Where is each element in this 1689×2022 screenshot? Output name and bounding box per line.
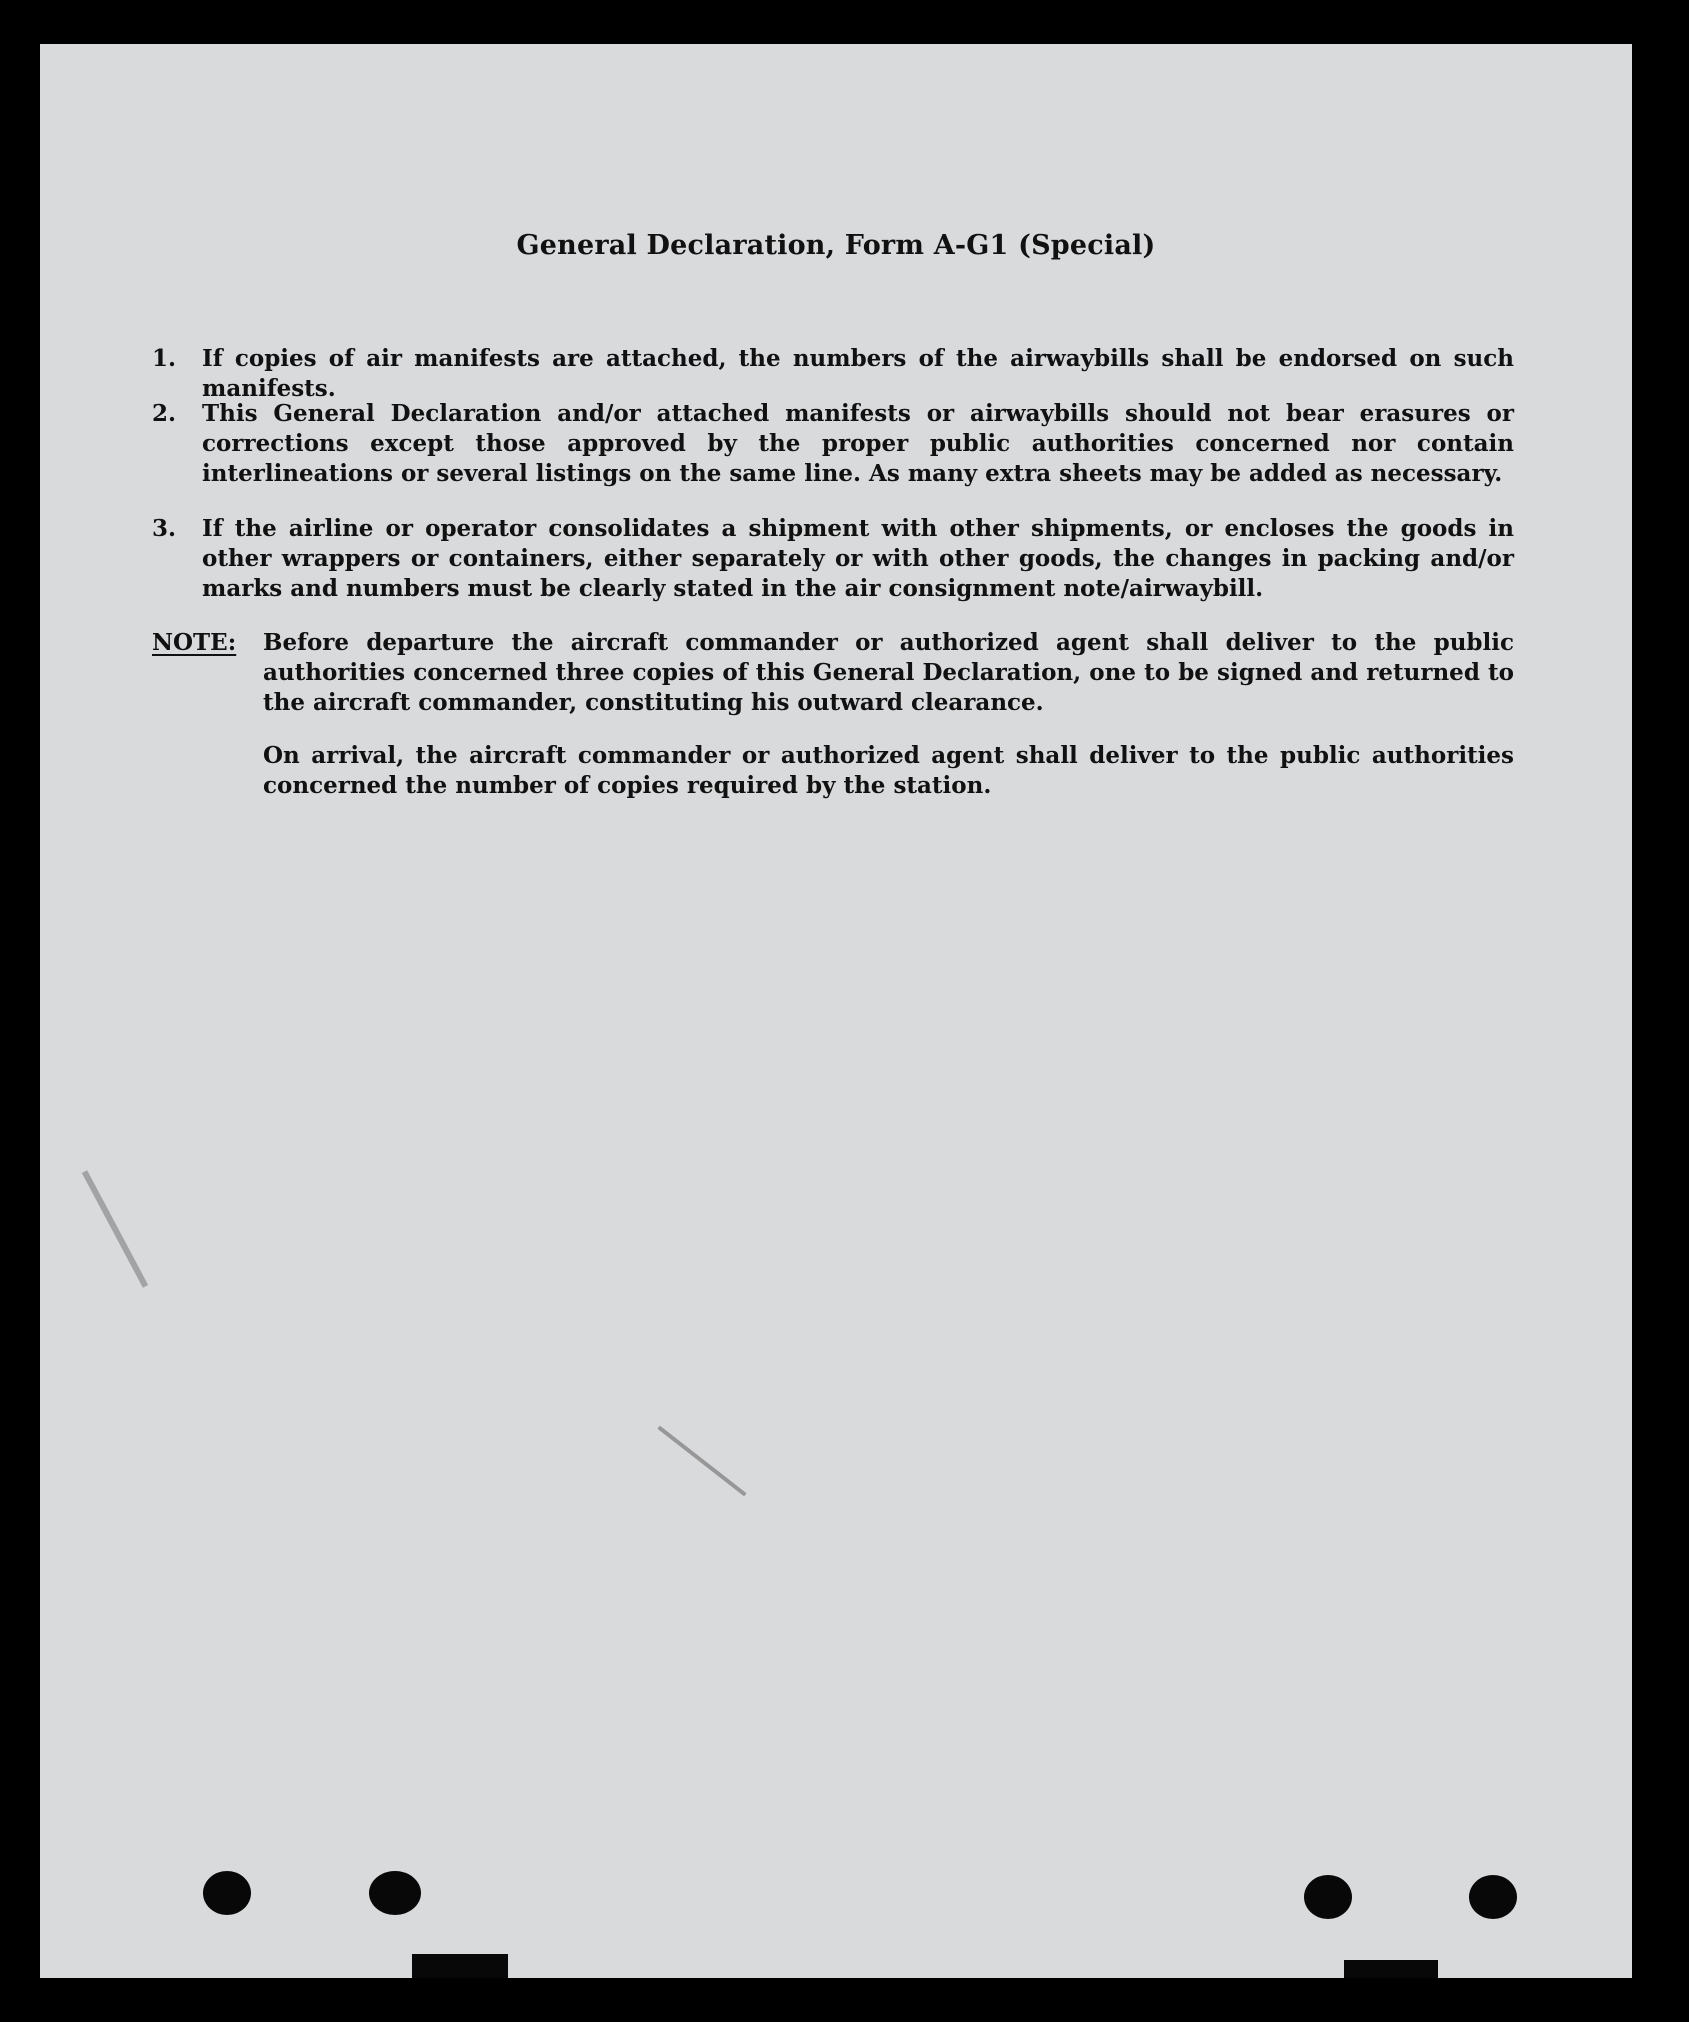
list-item [152,514,1514,604]
punch-hole [1304,1875,1352,1919]
scan-smudge [657,1426,746,1497]
note-section-arrival [152,741,1514,801]
note-paragraph: On arrival, the aircraft commander or authorized agent shall deliver to the public authorities concerned the number of copies required by the station. [263,742,1514,799]
list-item-number: 3. [152,515,177,542]
list-item-text: If copies of air manifests are attached, the numbers of the airwaybills shall be endorsed on such manifests. [202,345,1514,402]
list-item [152,344,1514,404]
scan-smudge [82,1170,148,1288]
binding-notch [412,1954,508,1978]
document-title: General Declaration, Form A-G1 (Special) [516,230,1156,261]
punch-hole [203,1871,251,1915]
note-section [152,628,1514,718]
list-item-number: 1. [152,345,177,372]
binding-notch [1344,1960,1438,1978]
list-item [152,399,1514,489]
punch-hole [369,1871,421,1915]
list-item-text: If the airline or operator consolidates a shipment with other shipments, or encloses the goods in other wrappers or containers, either separately or with other goods, the changes in packing and/or marks and numbers must be clearly stated in the air consignment note/airwaybill. [202,515,1514,602]
note-paragraph: Before departure the aircraft commander or authorized agent shall deliver to the public authorities concerned three copies of this General Declaration, one to be signed and returned to the aircraft commander, constituting his outward clearance. [263,629,1514,716]
list-item-number: 2. [152,400,177,427]
list-item-text: This General Declaration and/or attached manifests or airwaybills should not bear erasures or corrections except those approved by the proper public authorities concerned nor contain interlineations or several listings on the same line. As many extra sheets may be added as necessary. [202,400,1514,487]
document-page [40,44,1632,1978]
note-label: NOTE: [152,629,237,656]
punch-hole [1469,1875,1517,1919]
